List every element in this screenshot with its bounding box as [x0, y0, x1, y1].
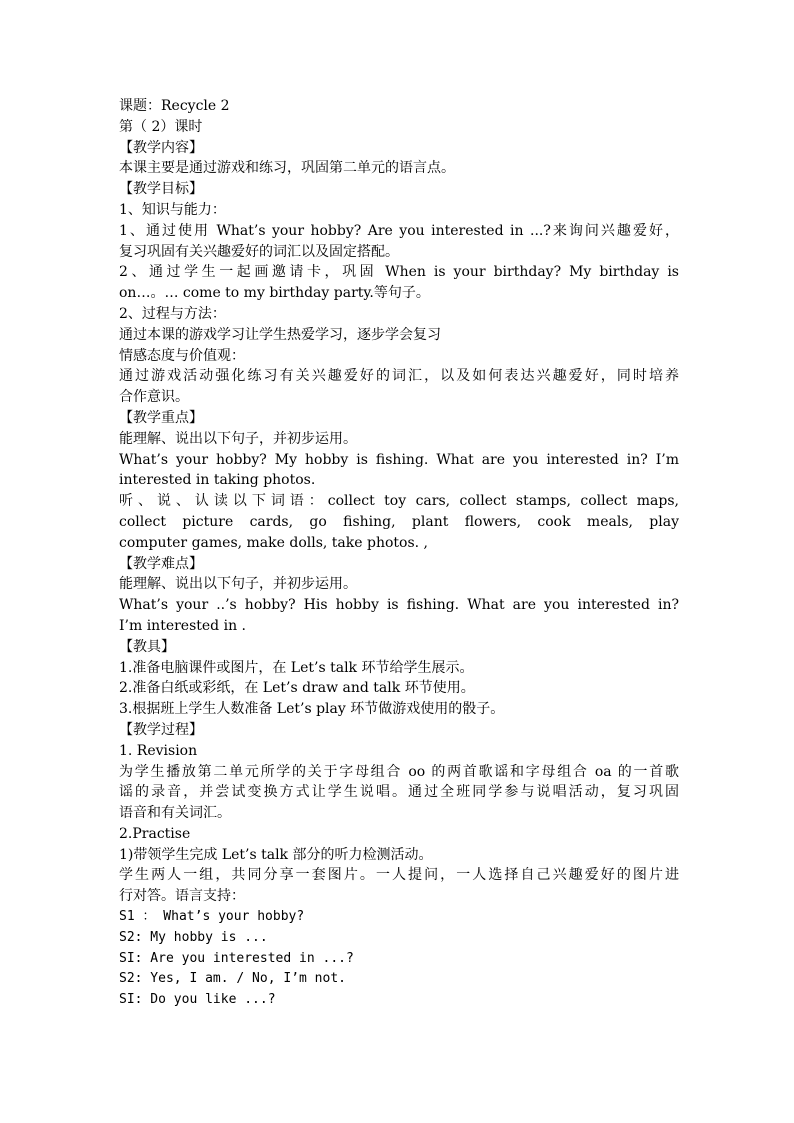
body-line: on…。… come to my birthday party.等句子。 [119, 285, 430, 302]
section-heading-content: 【教学内容】 [119, 139, 203, 156]
body-line: 行对答。语言支持： [119, 888, 245, 905]
body-line: 能理解、说出以下句子，并初步运用。 [119, 576, 357, 593]
body-line: 1)带领学生完成 Let’s talk 部分的听力检测活动。 [119, 846, 433, 863]
section-heading-difficulties: 【教学难点】 [119, 555, 203, 572]
lesson-period: 第（ 2）课时 [119, 118, 203, 135]
body-line: What’s your hobby? My hobby is fishing. What are you interested in? I’m [119, 451, 679, 468]
body-line: 本课主要是通过游戏和练习，巩固第二单元的语言点。 [119, 160, 455, 177]
body-line: 为学生播放第二单元所学的关于字母组合 oo 的两首歌谣和字母组合 oa 的一首歌 [119, 763, 679, 780]
body-line: 2、通过学生一起画邀请卡，巩固 When is your birthday? My birthday is [119, 264, 679, 281]
dialogue-line: SI: Do you like ...? [119, 992, 276, 1008]
body-line: 通过本课的游戏学习让学生热爱学习，逐步学会复习 [119, 326, 441, 343]
document-page [119, 96, 679, 1011]
body-line: 1、通过使用 What’s your hobby? Are you interested in ...?来询问兴趣爱好， [119, 222, 679, 239]
body-line: computer games, make dolls, take photos. , [119, 534, 428, 551]
section-heading-materials: 【教具】 [119, 638, 175, 655]
section-heading-process: 【教学过程】 [119, 721, 203, 738]
body-line: 通过游戏活动强化练习有关兴趣爱好的词汇，以及如何表达兴趣爱好，同时培养 [119, 368, 679, 385]
body-line: collect picture cards, go fishing, plant flowers, cook meals, play [119, 513, 679, 530]
section-heading-key-points: 【教学重点】 [119, 409, 203, 426]
dialogue-line: S1 ： What’s your hobby? [119, 909, 305, 925]
body-line: 1.准备电脑课件或图片，在 Let’s talk 环节给学生展示。 [119, 659, 474, 676]
section-heading-objectives: 【教学目标】 [119, 181, 203, 198]
body-line: 1. Revision [119, 742, 198, 759]
body-line: 谣的录音，并尝试变换方式让学生说唱。通过全班同学参与说唱活动，复习巩固 [119, 784, 679, 801]
body-line: 语音和有关词汇。 [119, 805, 231, 822]
body-line: 1、知识与能力： [119, 201, 226, 218]
body-line: I’m interested in . [119, 617, 246, 634]
body-line: interested in taking photos. [119, 472, 316, 489]
dialogue-line: S2: Yes, I am. / No, I’m not. [119, 971, 346, 987]
body-line: 2.准备白纸或彩纸，在 Let’s draw and talk 环节使用。 [119, 680, 475, 697]
body-line: 听、说、认读以下词语：collect toy cars, collect stamps, collect maps, [119, 493, 679, 510]
dialogue-line: S2: My hobby is ... [119, 929, 268, 945]
body-line: 复习巩固有关兴趣爱好的词汇以及固定搭配。 [119, 243, 399, 260]
body-line: 2.Practise [119, 825, 191, 842]
body-line: 情感态度与价值观： [119, 347, 245, 364]
body-line: 能理解、说出以下句子，并初步运用。 [119, 430, 357, 447]
body-line: What’s your ..’s hobby? His hobby is fishing. What are you interested in? [119, 597, 679, 614]
body-line: 3.根据班上学生人数准备 Let’s play 环节做游戏使用的骰子。 [119, 701, 505, 718]
body-line: 学生两人一组，共同分享一套图片。一人提问，一人选择自己兴趣爱好的图片进 [119, 867, 679, 884]
lesson-title: 课题：Recycle 2 [119, 98, 230, 114]
dialogue-line: SI: Are you interested in ...? [119, 950, 354, 966]
body-line: 合作意识。 [119, 389, 189, 406]
body-line: 2、过程与方法： [119, 305, 226, 322]
